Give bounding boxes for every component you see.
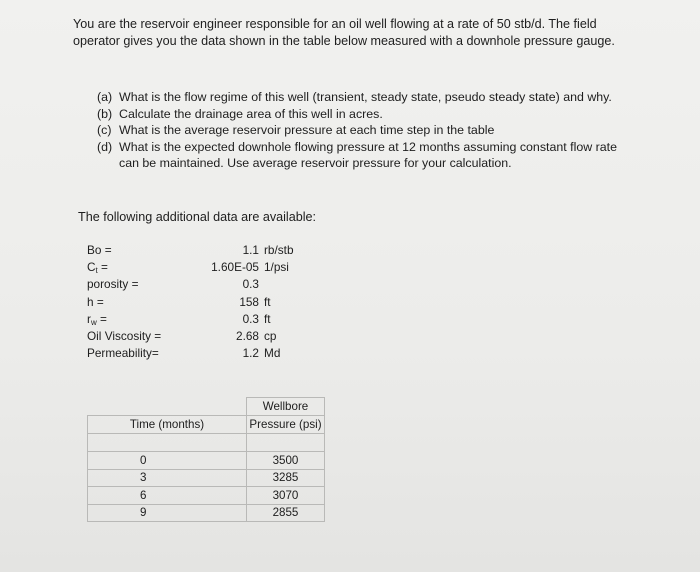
table-header-pressure: Pressure (psi) (247, 416, 325, 434)
param-value: 1.1 (242, 243, 259, 257)
param-name: Oil Viscosity = (87, 328, 162, 343)
question-label: (c) (97, 123, 112, 137)
question-text: What is the average reservoir pressure at each time step in the table (119, 123, 495, 137)
param-row-porosity (87, 277, 307, 294)
param-row-ct (87, 260, 307, 277)
question-label: (d) (97, 139, 113, 154)
table-row (88, 452, 325, 470)
param-row-viscosity (87, 329, 307, 346)
table-header-blank (88, 398, 247, 416)
param-row-h (87, 295, 307, 312)
question-item (97, 89, 617, 106)
table-cell-time: 3 (88, 469, 247, 487)
table-cell-pressure: 3070 (247, 487, 325, 505)
parameter-list (87, 243, 307, 363)
param-row-permeability (87, 346, 307, 363)
param-unit: Md (264, 346, 281, 361)
param-value: 158 (239, 294, 259, 309)
param-row-rw (87, 312, 307, 329)
param-value: 1.2 (242, 346, 259, 361)
param-name: h = (87, 294, 104, 309)
param-name: Permeability= (87, 346, 159, 361)
table-header-row (88, 416, 325, 434)
table-cell-pressure: 3500 (247, 452, 325, 470)
param-name: $r_w$ = (87, 311, 107, 327)
param-unit: cp (264, 328, 277, 343)
table-spacer-row (88, 434, 325, 452)
table-row (88, 469, 325, 487)
param-value: 0.3 (242, 277, 259, 292)
param-unit: ft (264, 294, 271, 309)
question-text: What is the expected downhole flowing pressure at 12 months assuming constant flow rate can be maintained. Use average reservoir pressure for your calculation. (119, 139, 617, 170)
question-item (97, 122, 617, 139)
param-name: porosity = (87, 277, 139, 292)
table-header-time: Time (months) (88, 416, 247, 434)
table-header-wellbore: Wellbore (247, 398, 325, 416)
pressure-table (87, 397, 325, 522)
param-unit: rb/stb (264, 243, 294, 257)
question-item (97, 106, 617, 123)
param-value: 2.68 (236, 328, 259, 343)
param-name: Bo = (87, 243, 112, 257)
additional-data-heading: The following additional data are available: (78, 210, 317, 224)
table-header-row (88, 398, 325, 416)
param-unit: ft (264, 311, 271, 326)
table-cell-pressure: 3285 (247, 469, 325, 487)
question-text: What is the flow regime of this well (transient, steady state, pseudo steady state) and why. (119, 90, 612, 104)
param-name: $C_t$ = (87, 260, 108, 276)
table-row (88, 487, 325, 505)
param-unit: 1/psi (264, 260, 289, 275)
question-list (97, 89, 617, 172)
param-row-bo (87, 243, 307, 260)
question-label: (a) (97, 90, 113, 104)
problem-intro: You are the reservoir engineer responsible for an oil well flowing at a rate of 50 stb/d. The field operator gives you the data shown in the table below measured with a downhole pressure gauge. (73, 17, 615, 48)
question-item (97, 139, 617, 172)
table-cell-pressure: 2855 (247, 504, 325, 522)
param-value: 0.3 (242, 311, 259, 326)
table-row (88, 504, 325, 522)
table-cell-time: 6 (88, 487, 247, 505)
param-value: 1.60E-05 (211, 260, 259, 275)
table-cell-time: 0 (88, 452, 247, 470)
question-label: (b) (97, 106, 113, 121)
table-cell-time: 9 (88, 504, 247, 522)
question-text: Calculate the drainage area of this well in acres. (119, 106, 383, 121)
